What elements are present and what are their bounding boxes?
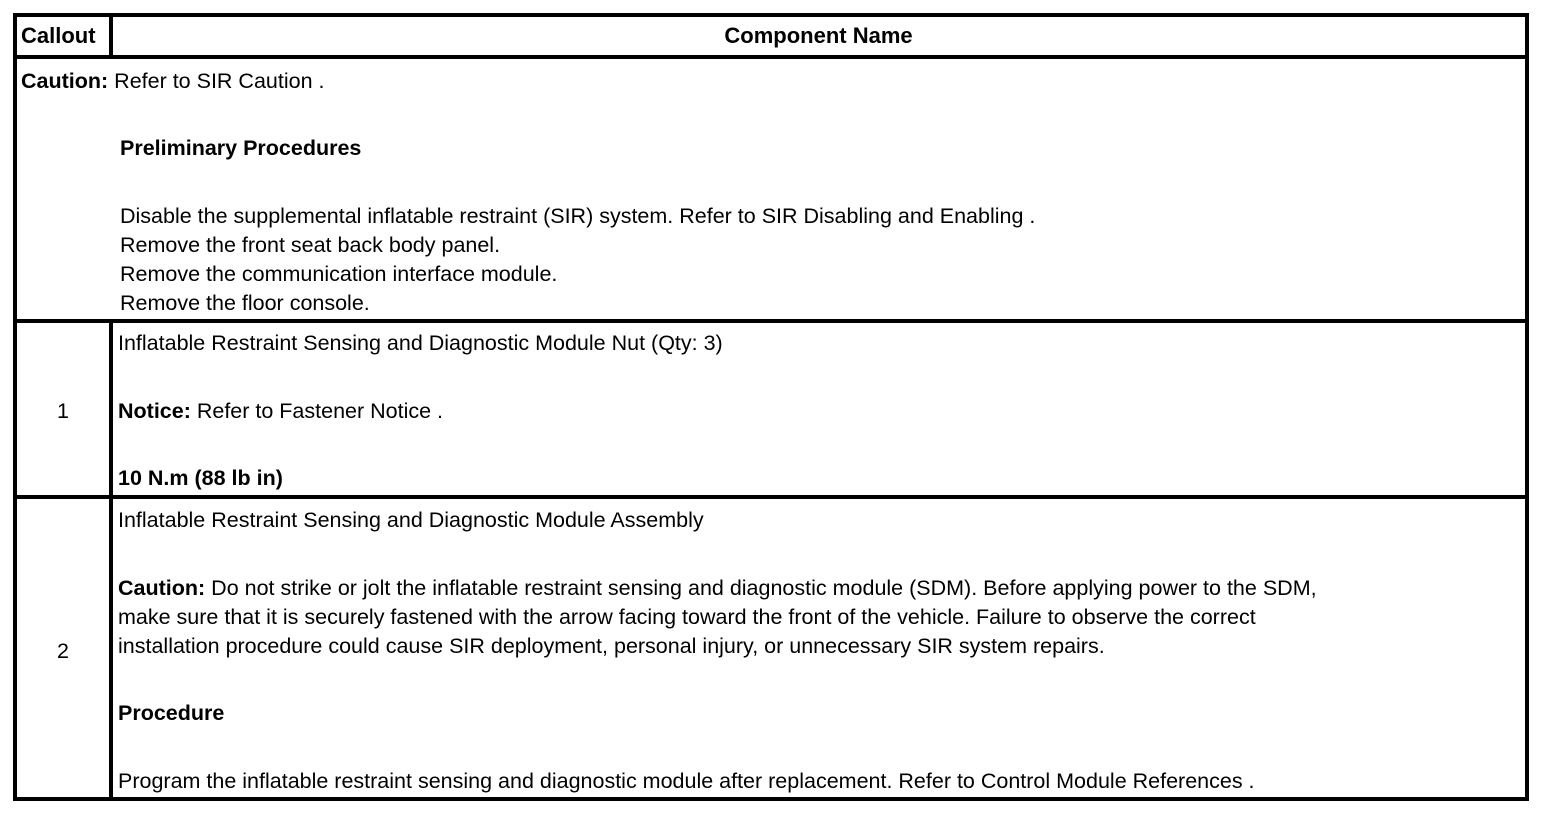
row2-caution-line-1 (118, 574, 1317, 603)
intro-caution-text: Refer to SIR Caution . (108, 69, 325, 93)
intro-caution-label: Caution: (21, 69, 109, 93)
component-table (13, 13, 1529, 801)
header-divider (17, 55, 1525, 59)
header-callout: Callout (21, 23, 96, 48)
preliminary-heading: Preliminary Procedures (120, 136, 362, 160)
row1-notice (118, 397, 443, 426)
row2-caution-text-1: Do not strike or jolt the inflatable restraint sensing and diagnostic module (SDM). Before applying power to the SDM, (205, 576, 1317, 600)
row2-title: Inflatable Restraint Sensing and Diagnostic Module Assembly (118, 508, 704, 532)
row1-title: Inflatable Restraint Sensing and Diagnostic Module Nut (Qty: 3) (118, 331, 723, 355)
row2-callout: 2 (57, 639, 69, 663)
intro-step-4: Remove the floor console. (120, 291, 370, 315)
intro-step-1: Disable the supplemental inflatable restraint (SIR) system. Refer to SIR Disabling and Enabling . (120, 204, 1036, 228)
row1-column-divider (109, 319, 113, 497)
header-column-divider (109, 17, 113, 57)
row2-caution-line-2: make sure that it is securely fastened with the arrow facing toward the front of the vehicle. Failure to observe the correct (118, 605, 1256, 629)
row1-callout: 1 (57, 399, 69, 423)
row2-caution-line-3: installation procedure could cause SIR deployment, personal injury, or unnecessary SIR system repairs. (118, 634, 1105, 658)
intro-step-3: Remove the communication interface module. (120, 262, 558, 286)
row2-procedure-text: Program the inflatable restraint sensing and diagnostic module after replacement. Refer to Control Module References . (118, 769, 1255, 793)
row1-divider (17, 495, 1525, 499)
intro-caution (21, 67, 324, 96)
row1-notice-text: Refer to Fastener Notice . (190, 399, 444, 423)
row2-caution-label: Caution: (118, 576, 206, 600)
row2-column-divider (109, 495, 113, 801)
header-component-name: Component Name (724, 23, 913, 48)
row1-notice-label: Notice: (118, 399, 191, 423)
intro-step-2: Remove the front seat back body panel. (120, 233, 501, 257)
row2-procedure-heading: Procedure (118, 701, 225, 725)
row1-torque: 10 N.m (88 lb in) (118, 466, 283, 490)
intro-divider (17, 319, 1525, 323)
